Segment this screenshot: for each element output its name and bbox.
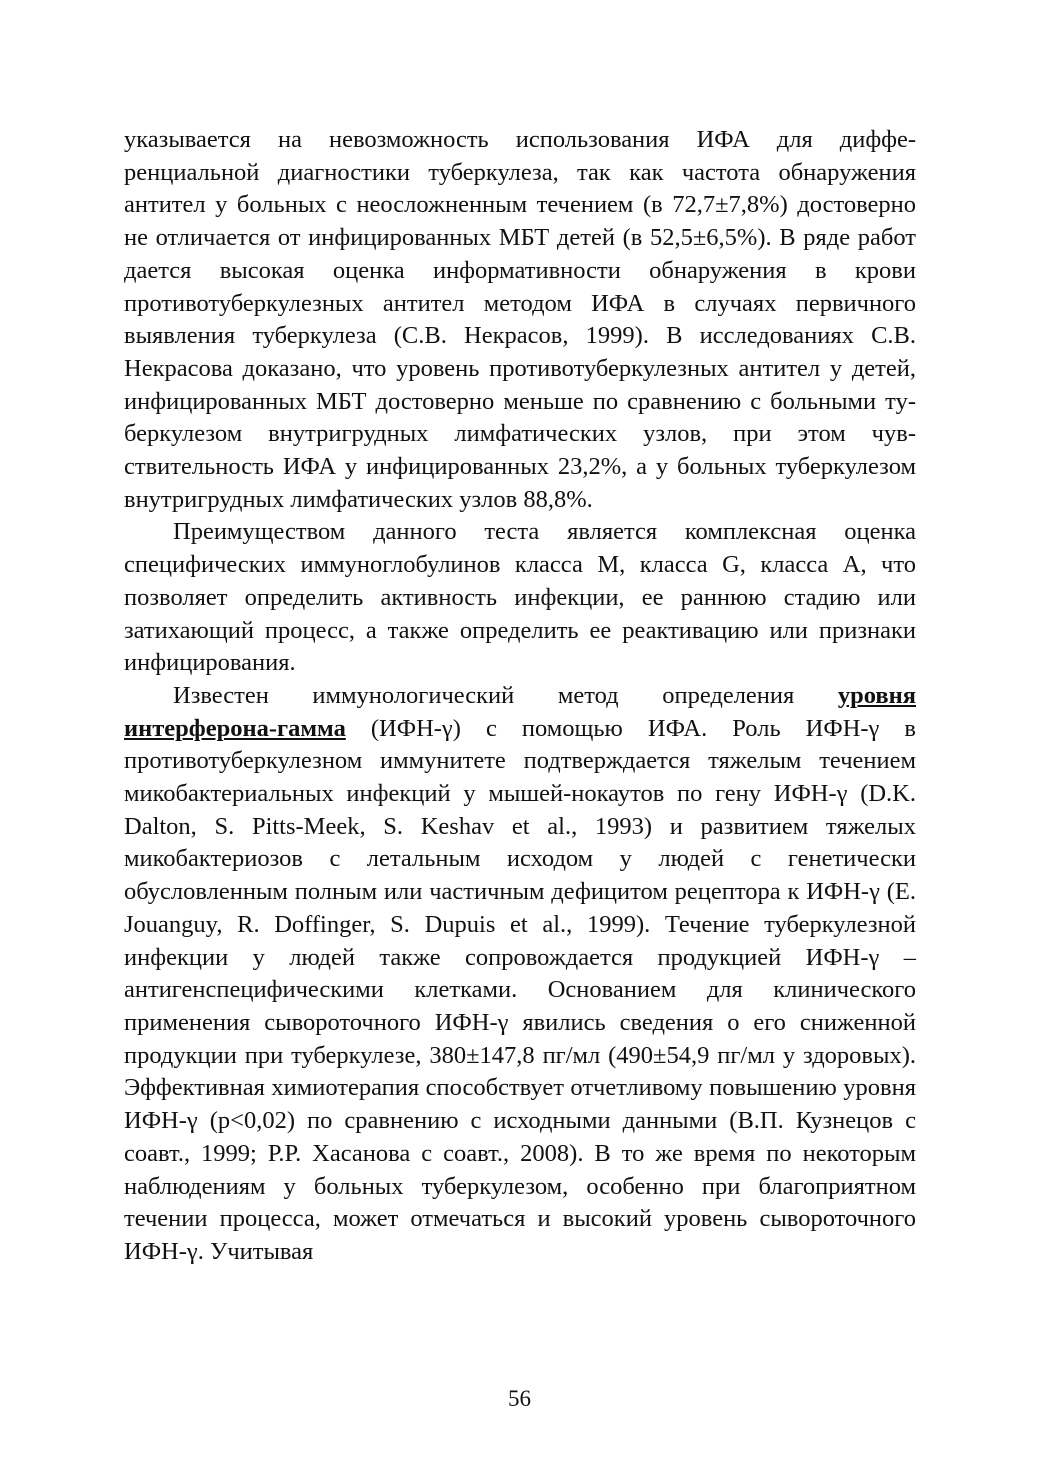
paragraph-continued: указывается на невозможность использования ИФА для дифференциальной диагностики туберкулеза, так как частота обнаружения антител у больных с неосложненным течением (в 72,7±7,8%) достоверно не отличается от инфицированных МБТ детей (в 52,5±6,5%). В ряде работ дается высокая оценка информативности обнаружения в крови противотуберкулезных антител методом ИФА в случаях первичного выявления туберкулеза (С.В. Некрасов, 1999). В исследованиях С.В. Некрасова доказано, что уровень противотуберкулезных антител у детей, инфицированных МБТ достоверно меньше по сравнению с больными туберкулезом внутригрудных лимфатических узлов, при этом чувствительность ИФА у инфицированных 23,2%, а у больных туберкулезом внутригрудных лимфатических узлов 88,8%. [124,126,916,513]
paragraph-interferon-body: (ИФН-γ) с помощью ИФА. Роль ИФН-γ в противотуберкулезном иммунитете подтверждается тяжелым течением микобактериальных инфекций у мышей-нокаутов по гену ИФН-γ (D.K. Dalton, S. Pitts-Meek, S. Keshav et al., 1993) и развитием тяжелых микобактериозов с летальным исходом у людей с генетически обусловленным полным или частичным дефицитом рецептора к ИФН-γ (E. Jouanguy, R. Doffinger, S. Dupuis et al., 1999). Течение туберкулезной инфекции у людей также сопровождается продукцией ИФН-γ – антигенспецифическими клетками. Основанием для клинического применения сывороточного ИФН-γ явились сведения о его сниженной продукции при туберкулезе, 380±147,8 пг/мл (490±54,9 пг/мл у здоровых). Эффективная химиотерапия способствует отчетливому повышению уровня ИФН-γ (р<0,02) по сравнению с исходными данными (В.П. Кузнецов с соавт., 1999; Р.Р. Хасанова с соавт., 2008). В то же время по некоторым наблюдениям у больных туберкулезом, особенно при благоприятном течении процесса, может отмечаться и высокий уровень сывороточного ИФН-γ. Учитывая [124,714,916,1265]
key-term-interferon-gamma: уровня интерферона-гамма [124,681,916,742]
paragraph-test-advantages: Преимуществом данного теста является комплексная оценка специфических иммуноглобулинов класса М, класса G, класса А, что позволяет определить активность инфекции, ее раннюю стадию или затихающий процесс, а также определить ее реактивацию или признаки инфицирования. [124,518,916,677]
page-number: 56 [508,1386,531,1411]
paragraph-interferon-intro: Известен иммунологический метод определения [173,681,838,709]
paragraph-interferon [124,680,916,1269]
page-body [124,124,916,1269]
